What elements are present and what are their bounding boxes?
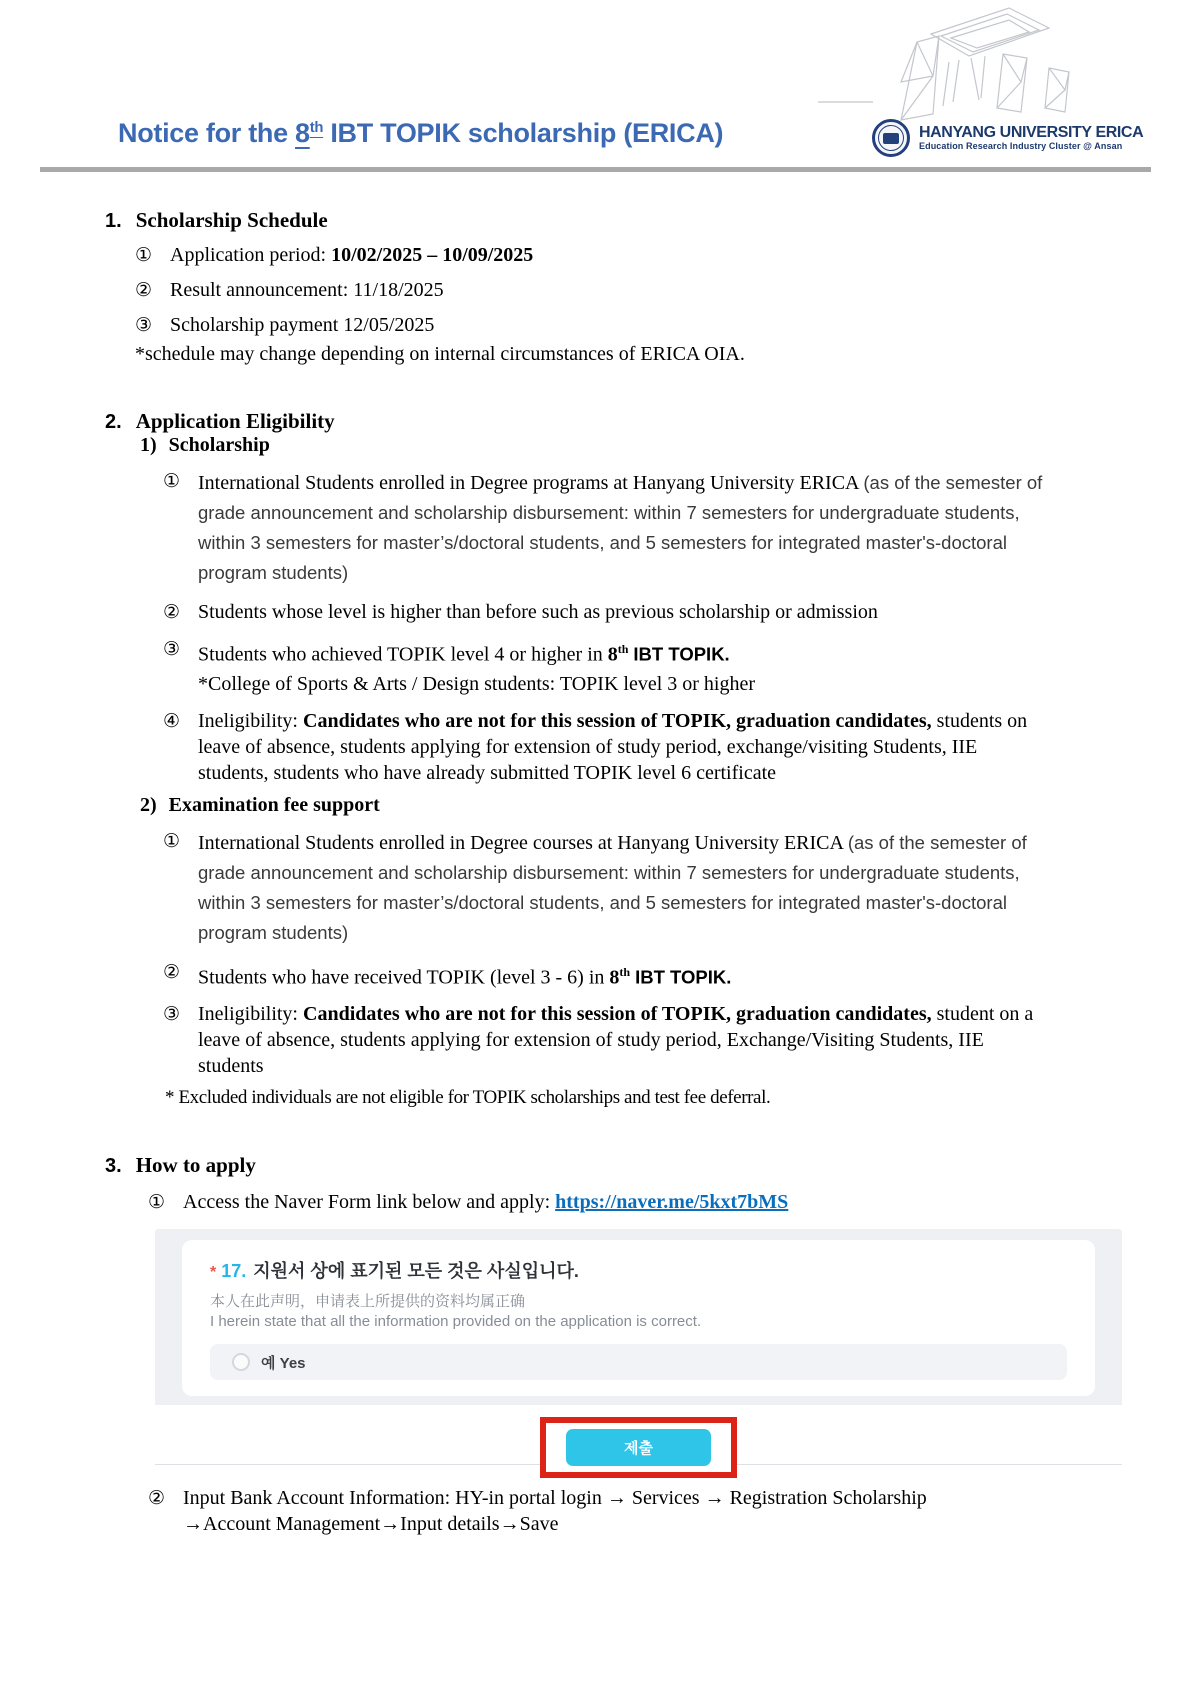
circled-number-icon: ③	[163, 638, 181, 660]
required-asterisk-icon: *	[210, 1264, 217, 1282]
item-text: Students whose level is higher than before such as previous scholarship or admission	[198, 601, 878, 623]
list-item	[163, 959, 1091, 991]
circled-number-icon: ①	[163, 829, 181, 852]
circled-number-icon: ①	[135, 244, 153, 266]
circled-number-icon: ③	[135, 314, 153, 336]
schedule-note: *schedule may change depending on internal circumstances of ERICA OIA.	[135, 343, 745, 365]
highlight-red-box	[540, 1417, 737, 1478]
college-note: *College of Sports & Arts / Design students: TOPIK level 3 or higher	[198, 672, 756, 695]
list-item	[135, 312, 1091, 338]
radio-label: 예 Yes	[261, 1354, 306, 1372]
circled-number-icon: ②	[163, 601, 181, 623]
excluded-note: * Excluded individuals are not eligible for TOPIK scholarships and test fee deferral.	[165, 1087, 771, 1109]
naver-form-screenshot	[155, 1229, 1122, 1465]
document-body	[105, 196, 1091, 1537]
list-item	[163, 599, 1091, 625]
logo-tagline: Education Research Industry Cluster @ Ansan	[919, 141, 1123, 151]
section-number: 3.	[105, 1155, 122, 1178]
list-item	[163, 1001, 1091, 1079]
section-application-eligibility	[105, 409, 1091, 1111]
circled-number-icon: ①	[163, 470, 181, 492]
list-item	[163, 708, 1091, 786]
form-question-card	[182, 1240, 1095, 1396]
list-item	[148, 1189, 1091, 1215]
item-text: Input Bank Account Information: HY-in portal login → Services → Registration Scholarship →Account Management→Input details→Save	[183, 1487, 927, 1536]
section-title: Application Eligibility	[135, 409, 335, 433]
section-title: How to apply	[135, 1153, 256, 1178]
subsection-exam-fee-support: 2) Examination fee support	[140, 793, 380, 816]
section-scholarship-schedule	[105, 208, 1091, 367]
circled-number-icon: ②	[135, 279, 153, 301]
section-title: Scholarship Schedule	[135, 208, 328, 232]
item-text: International Students enrolled in Degree programs at Hanyang University ERICA (as of the semester of grade announcement and scholarship disbursement: within 7 semesters for undergraduate students, within 3 semesters for master’s/doctoral students, and 5 semesters for integrated master's-doctoral program students)	[198, 472, 1043, 583]
radio-icon[interactable]	[232, 1353, 250, 1371]
list-item	[135, 277, 1091, 303]
line-art-sketch	[813, 2, 1083, 124]
item-text: Application period: 10/02/2025 – 10/09/2025	[170, 244, 534, 266]
circled-number-icon: ②	[148, 1487, 166, 1510]
item-text: International Students enrolled in Degree courses at Hanyang University ERICA (as of the semester of grade announcement and scholarship disbursement: within 7 semesters for undergraduate students, within 3 semesters for master’s/doctoral students, and 5 semesters for integrated master's-doctoral program students)	[198, 831, 1027, 943]
circled-number-icon: ④	[163, 709, 181, 732]
section-how-to-apply	[105, 1153, 1091, 1537]
item-text: Ineligibility: Candidates who are not for this session of TOPIK, graduation candidates, student on a leave of absence, students applying for extension of study period, Exchange/Visiting Students, IIE students	[198, 1003, 1034, 1078]
logo-name: HANYANG UNIVERSITY ERICA	[919, 124, 1144, 141]
apply-instruction-text: Access the Naver Form link below and apply:	[183, 1191, 556, 1214]
list-item	[148, 1485, 1091, 1537]
item-text: Result announcement: 11/18/2025	[170, 279, 444, 301]
list-item	[163, 636, 1091, 668]
circled-number-icon: ①	[148, 1191, 166, 1214]
form-statement-zh: 本人在此声明，申请表上所提供的资料均属正确	[210, 1293, 526, 1311]
university-logo	[872, 119, 1143, 157]
item-text: Scholarship payment 12/05/2025	[170, 314, 435, 336]
list-item	[135, 242, 1091, 268]
header-divider	[40, 167, 1151, 172]
subsection-scholarship: 1) Scholarship	[140, 434, 270, 456]
list-item	[163, 828, 1091, 948]
circled-number-icon: ②	[163, 960, 181, 983]
form-statement-en: I herein state that all the information provided on the application is correct.	[210, 1313, 702, 1331]
page-title: Notice for the 8th IBT TOPIK scholarship (ERICA)	[118, 118, 724, 148]
circled-number-icon: ③	[163, 1003, 181, 1026]
form-question-title: * 17. 지원서 상에 표기된 모든 것은 사실입니다.	[210, 1261, 579, 1282]
item-text: Students who achieved TOPIK level 4 or higher in 8th IBT TOPIK.	[198, 642, 730, 666]
item-text: Students who have received TOPIK (level 3 - 6) in 8th IBT TOPIK.	[198, 964, 732, 989]
section-number: 2.	[105, 411, 122, 433]
naver-form-link[interactable]: https://naver.me/5kxt7bMS	[555, 1191, 789, 1214]
yes-radio-option[interactable]	[210, 1344, 1067, 1380]
university-seal-icon	[872, 119, 910, 157]
section-number: 1.	[105, 210, 122, 232]
item-text: Ineligibility: Candidates who are not for this session of TOPIK, graduation candidates, students on leave of absence, students applying for extension of study period, exchange/visiting Students, IIE students, students who have already submitted TOPIK level 6 certificate	[198, 709, 1028, 784]
list-item	[163, 468, 1091, 588]
submit-button[interactable]: 제출	[566, 1429, 711, 1466]
